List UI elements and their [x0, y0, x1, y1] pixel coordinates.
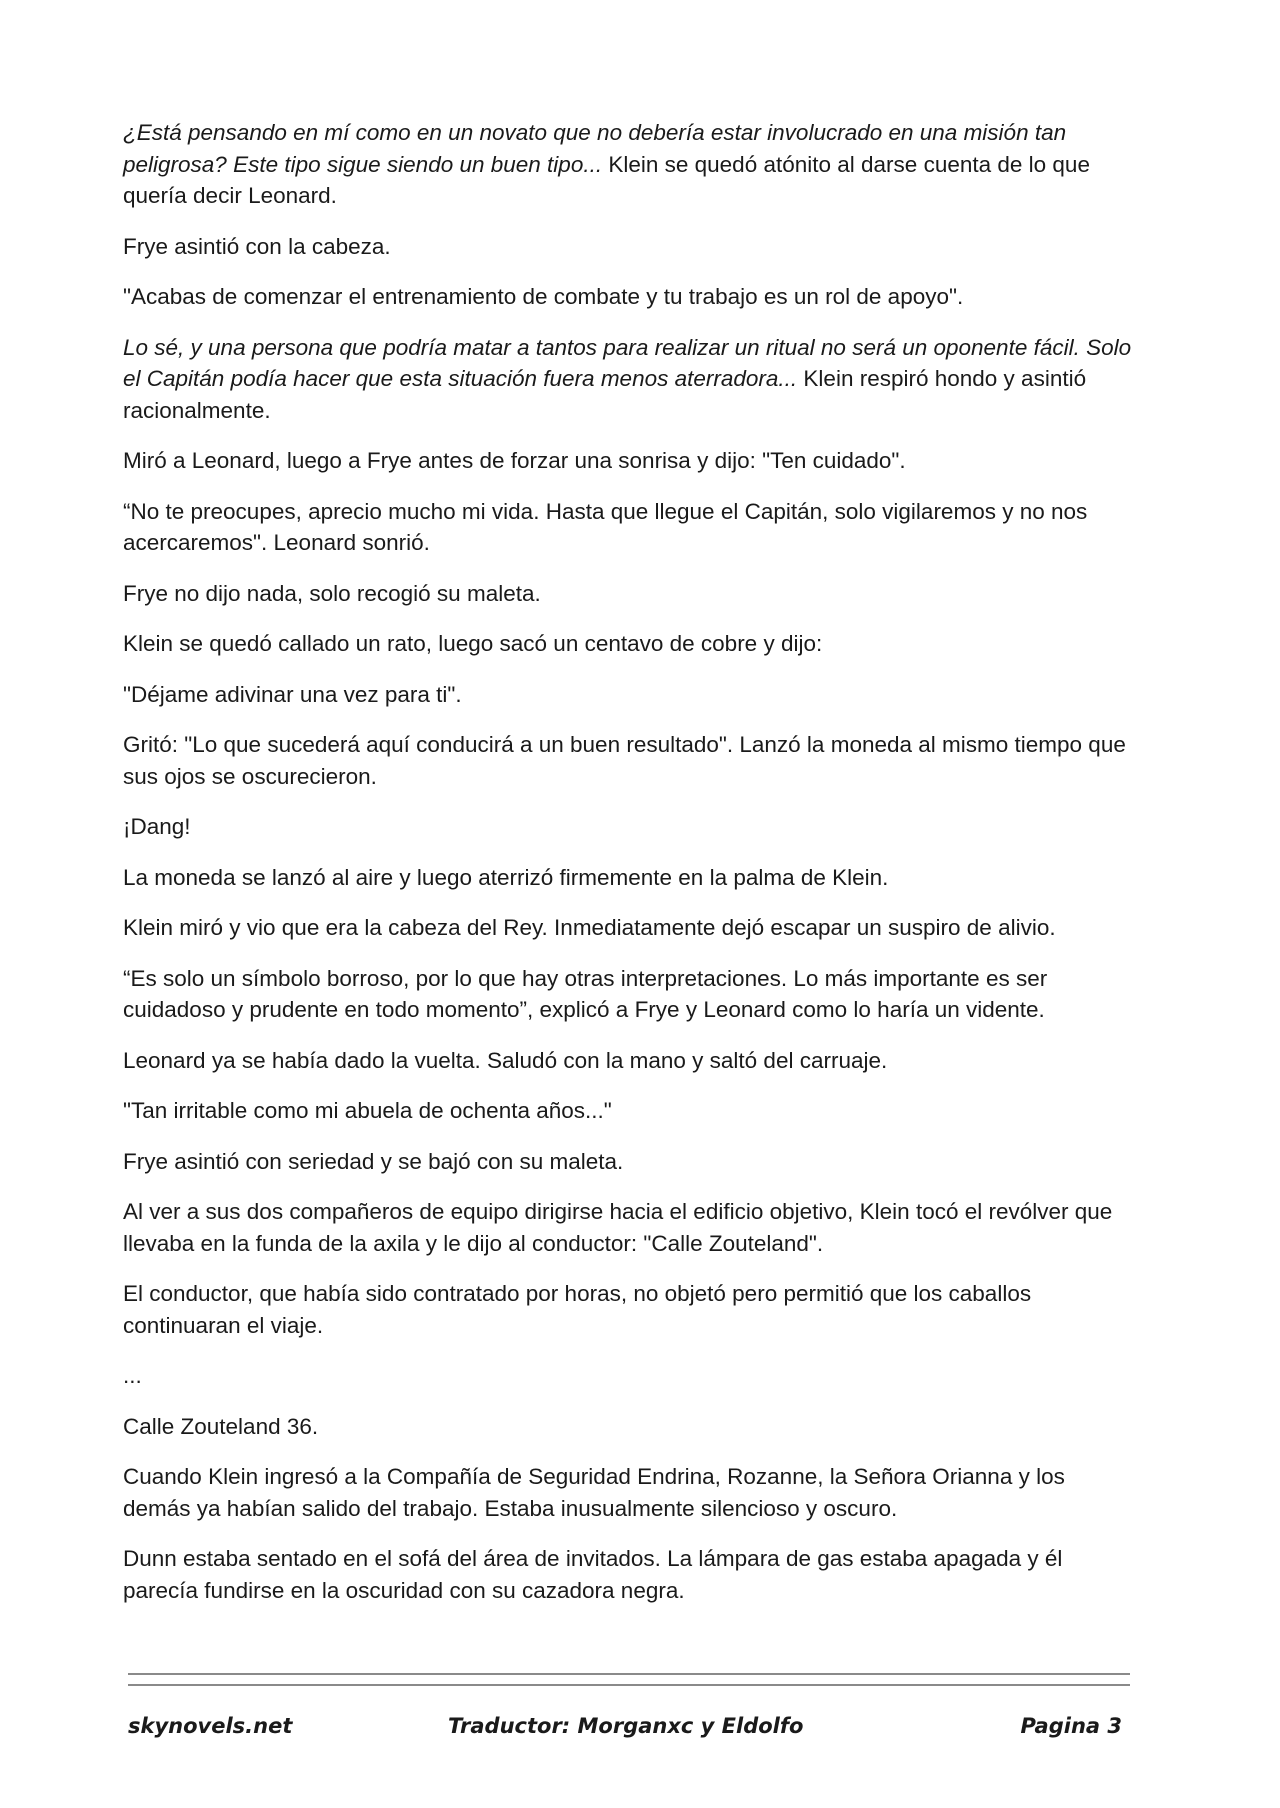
paragraph: [123, 1146, 1133, 1178]
paragraph: [123, 1095, 1133, 1127]
paragraph: [123, 1411, 1133, 1443]
paragraph: [123, 578, 1133, 610]
paragraph-text: ¡Dang!: [123, 814, 191, 839]
paragraph: [123, 496, 1133, 559]
paragraph-text: El conductor, que había sido contratado por horas, no objetó pero permitió que los caballos continuaran el viaje.: [123, 1281, 1032, 1338]
footer-divider-bottom: [128, 1684, 1130, 1686]
paragraph-text: Leonard ya se había dado la vuelta. Saludó con la mano y saltó del carruaje.: [123, 1047, 888, 1073]
paragraph-text: ...: [123, 1363, 142, 1388]
paragraph-text: Frye asintió con la cabeza.: [123, 233, 391, 259]
paragraph: [123, 679, 1133, 711]
paragraph: [123, 1278, 1133, 1341]
paragraph-text: Klein se quedó callado un rato, luego sacó un centavo de cobre y dijo:: [123, 631, 823, 656]
paragraph-text: "Acabas de comenzar el entrenamiento de combate y tu trabajo es un rol de apoyo".: [123, 284, 964, 309]
paragraph-text: Klein se quedó atónito al darse cuenta de lo que quería decir Leonard.: [123, 151, 1090, 208]
paragraph: [123, 729, 1133, 792]
paragraph-text: Klein respiró hondo y asintió racionalmente.: [123, 366, 1087, 423]
paragraph: [123, 1196, 1133, 1259]
paragraph-text: Gritó: "Lo que sucederá aquí conducirá a un buen resultado". Lanzó la moneda al mismo tiempo que sus ojos se oscurecieron.: [123, 732, 1126, 789]
paragraph-italic: ¿Está pensando en mí como en un novato que no debería estar involucrado en una misión tan peligrosa? Este tipo sigue siendo un buen tipo...: [123, 120, 1067, 177]
paragraph: [123, 117, 1133, 212]
paragraph-text: Miró a Leonard, luego a Frye antes de forzar una sonrisa y dijo: "Ten cuidado".: [123, 448, 906, 473]
paragraph: [123, 281, 1133, 313]
footer-site: skynovels.net: [128, 1714, 293, 1738]
paragraph: [123, 963, 1133, 1026]
paragraph-text: Frye asintió con seriedad y se bajó con su maleta.: [123, 1148, 624, 1174]
paragraph: [123, 1045, 1133, 1077]
page-footer: [128, 1714, 1122, 1748]
paragraph: [123, 1543, 1133, 1606]
footer-translator: Traductor: Morganxc y Eldolfo: [448, 1714, 804, 1738]
paragraph: [123, 231, 1133, 263]
paragraph-text: "Déjame adivinar una vez para ti".: [123, 681, 462, 707]
paragraph-text: "Tan irritable como mi abuela de ochenta años...": [123, 1098, 612, 1123]
paragraph: [123, 1461, 1133, 1524]
paragraph-text: Cuando Klein ingresó a la Compañía de Seguridad Endrina, Rozanne, la Señora Orianna y los demás ya habían salido del trabajo. Estaba inusualmente silencioso y oscuro.: [123, 1464, 1065, 1521]
paragraph-text: Dunn estaba sentado en el sofá del área de invitados. La lámpara de gas estaba apagada y él parecía fundirse en la oscuridad con su cazadora negra.: [123, 1546, 1063, 1603]
paragraph: [123, 1360, 1133, 1392]
paragraph-italic: Lo sé, y una persona que podría matar a tantos para realizar un ritual no será un oponente fácil. Solo el Capitán podía hacer que esta situación fuera menos aterradora...: [123, 334, 1132, 391]
footer-divider-top: [128, 1673, 1130, 1675]
paragraph-text: “No te preocupes, aprecio mucho mi vida. Hasta que llegue el Capitán, solo vigilaremos y no nos acercaremos". Leonard sonrió.: [123, 498, 1088, 555]
footer-page-number: Pagina 3: [1020, 1714, 1122, 1738]
paragraph-text: Calle Zouteland 36.: [123, 1413, 319, 1439]
paragraph: [123, 332, 1133, 427]
paragraph-text: Al ver a sus dos compañeros de equipo dirigirse hacia el edificio objetivo, Klein tocó el revólver que llevaba en la funda de la axila y le dijo al conductor: "Calle Zouteland".: [123, 1199, 1113, 1256]
paragraph-text: Frye no dijo nada, solo recogió su maleta.: [123, 580, 541, 606]
paragraph-text: La moneda se lanzó al aire y luego aterrizó firmemente en la palma de Klein.: [123, 864, 889, 890]
paragraph: [123, 445, 1133, 477]
paragraph: [123, 628, 1133, 660]
paragraph-text: “Es solo un símbolo borroso, por lo que hay otras interpretaciones. Lo más importante es ser cuidadoso y prudente en todo momento”, explicó a Frye y Leonard como lo haría un vidente.: [123, 965, 1048, 1022]
page-body: [123, 117, 1133, 1625]
paragraph: [123, 912, 1133, 944]
paragraph: [123, 811, 1133, 843]
paragraph-text: Klein miró y vio que era la cabeza del Rey. Inmediatamente dejó escapar un suspiro de alivio.: [123, 915, 1056, 940]
paragraph: [123, 862, 1133, 894]
